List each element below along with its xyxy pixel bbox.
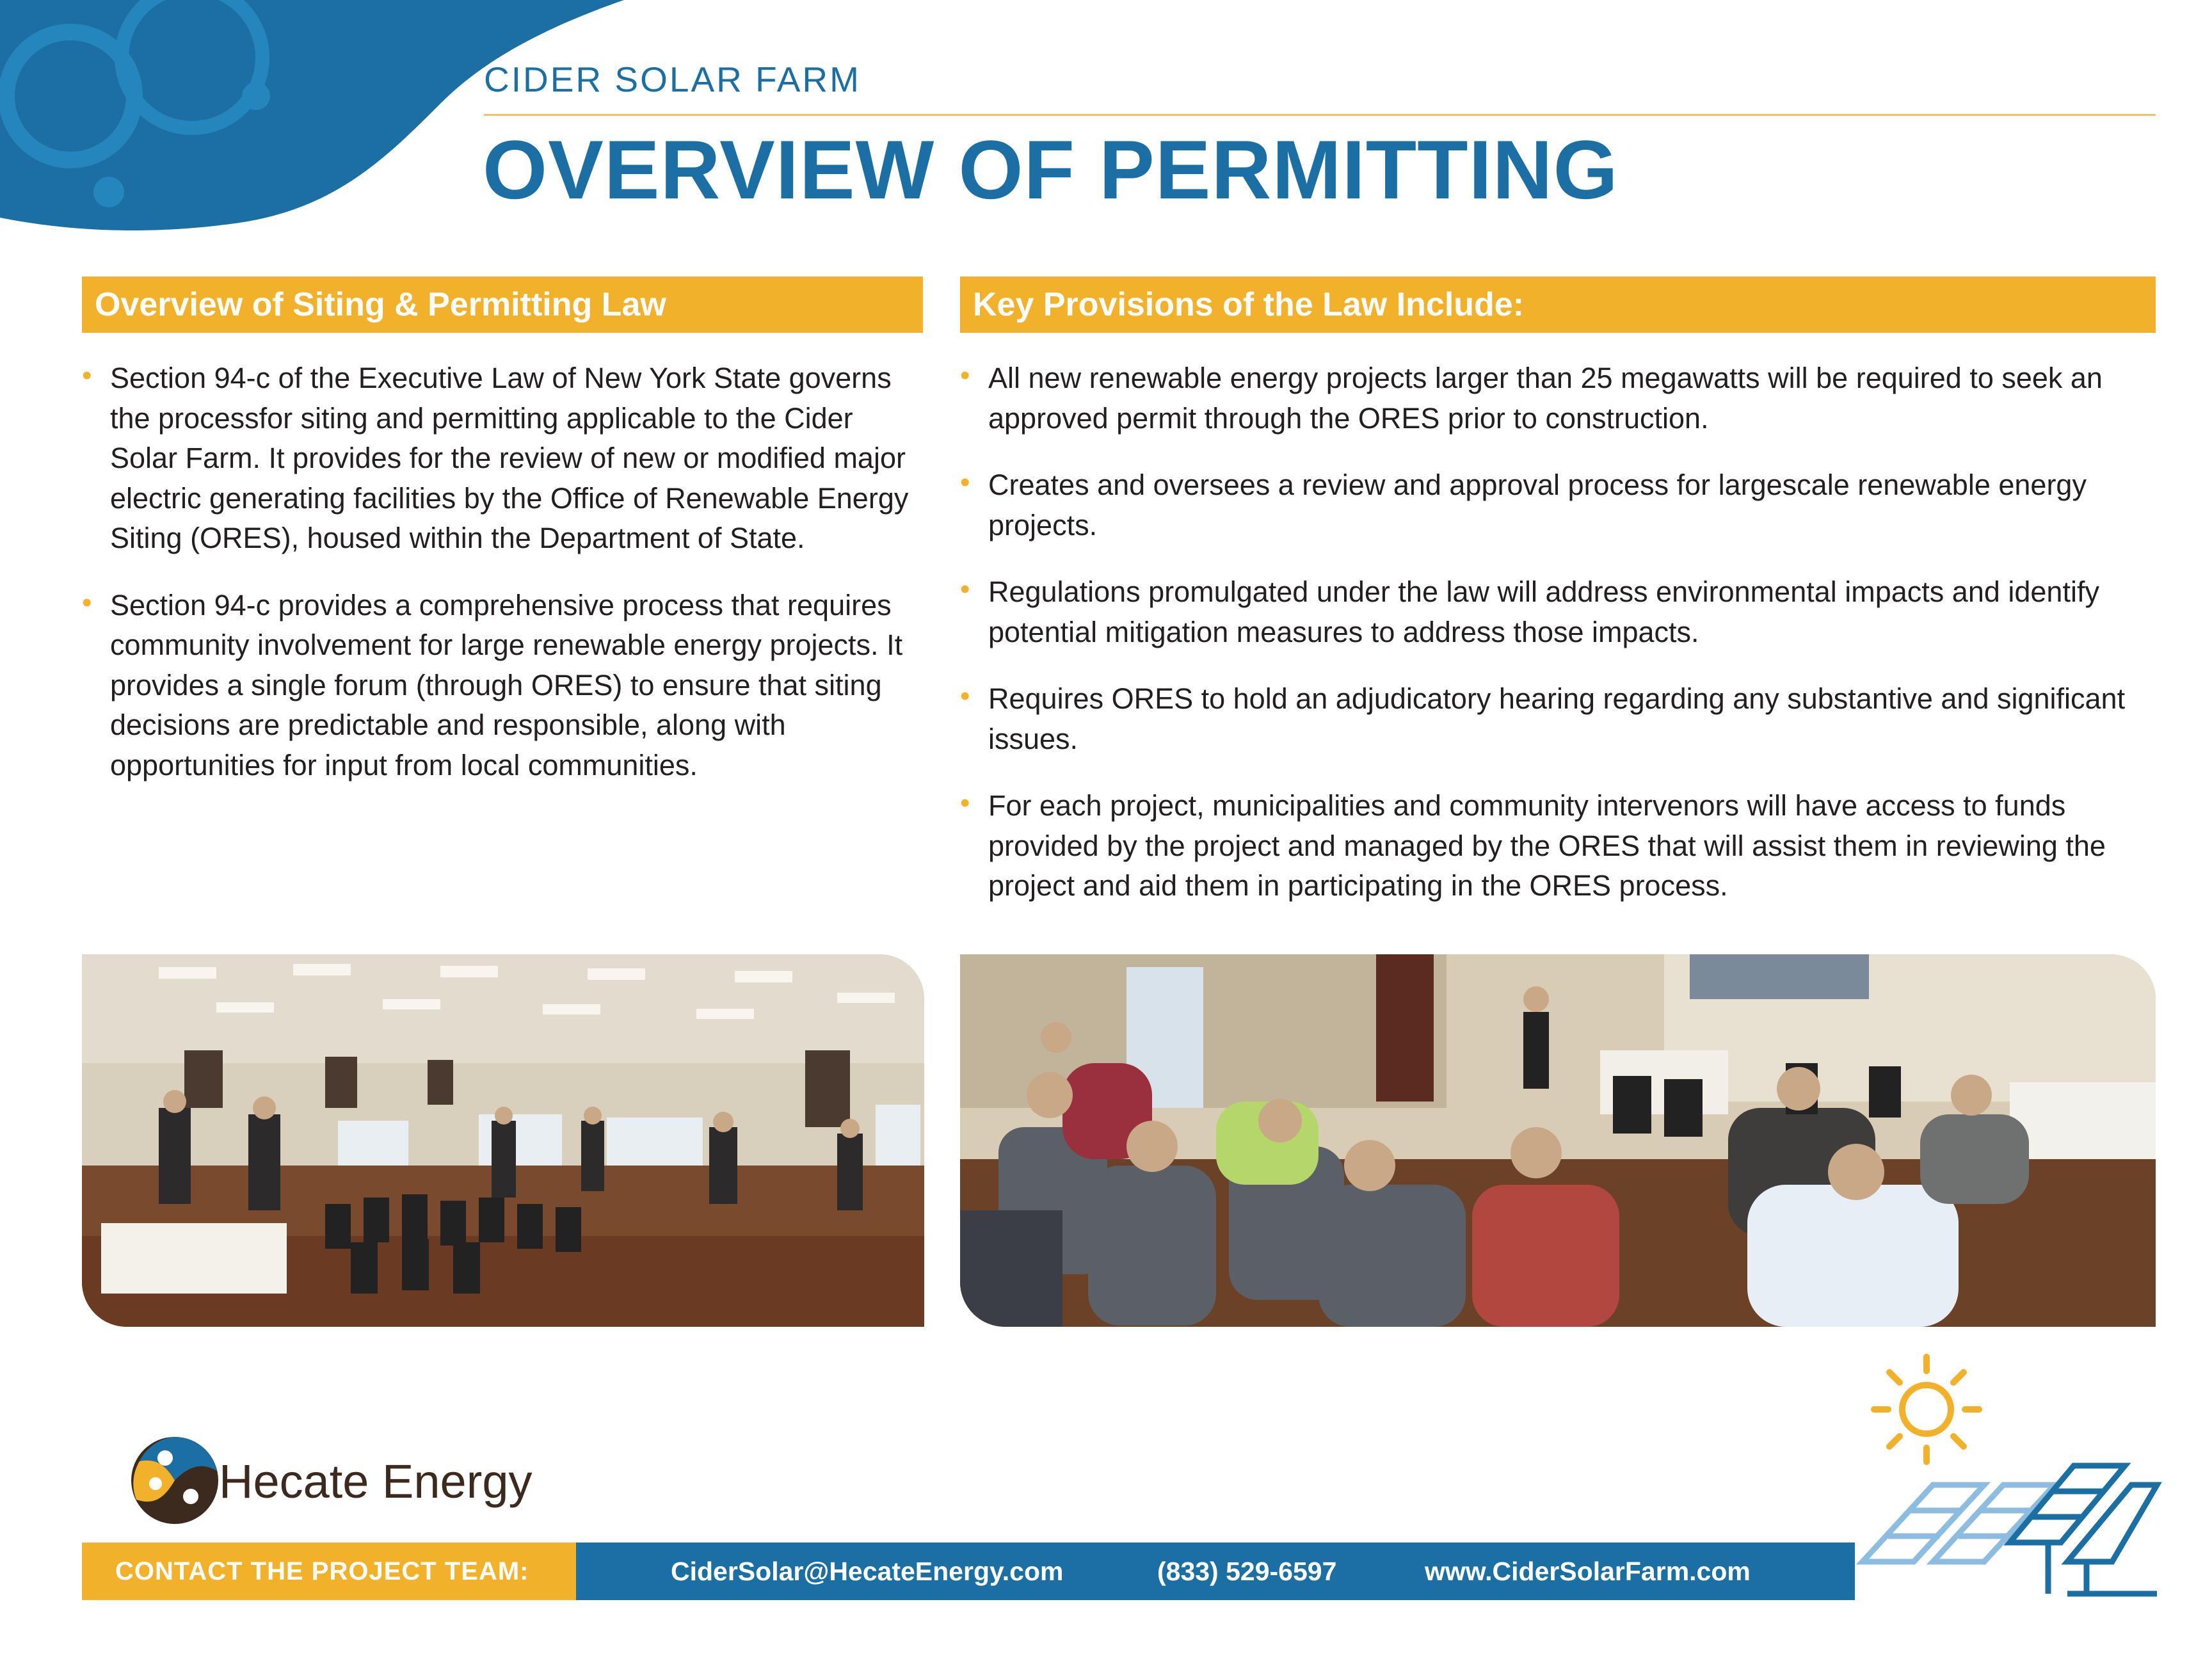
document-subtitle: CIDER SOLAR FARM	[484, 60, 861, 99]
list-item: • For each project, municipalities and community intervenors will have access to funds provided by the project and managed by the ORES that will assist them in reviewing the project and aid them in participating in the ORES process.	[960, 786, 2156, 906]
open-house-photo	[82, 954, 924, 1327]
public-meeting-photo	[960, 954, 2156, 1327]
contact-bar	[82, 1543, 1855, 1600]
contact-phone-link[interactable]: (833) 529-6597	[1157, 1557, 1337, 1586]
contact-label: CONTACT THE PROJECT TEAM:	[82, 1543, 576, 1600]
siting-law-list	[82, 358, 927, 812]
solar-panel-icon	[1856, 1350, 2163, 1607]
title-divider	[484, 114, 2156, 116]
list-item: • Regulations promulgated under the law will address environmental impacts and identify potential mitigation measures to address those impacts.	[960, 572, 2156, 652]
list-item: • Section 94-c provides a comprehensive process that requires community involvement for large renewable energy projects. It provides a single forum (through ORES) to ensure that siting decisions are predictable and responsible, along with opportunities for input from local communities.	[82, 586, 927, 786]
list-item: • Creates and oversees a review and approval process for largescale renewable energy projects.	[960, 465, 2156, 545]
brand-name: Hecate Energy	[219, 1455, 533, 1508]
page-title: OVERVIEW OF PERMITTING	[483, 123, 1619, 216]
list-item: • Requires ORES to hold an adjudicatory hearing regarding any substantive and significant issues.	[960, 679, 2156, 759]
siting-law-heading: Overview of Siting & Permitting Law	[82, 276, 923, 333]
key-provisions-heading: Key Provisions of the Law Include:	[960, 276, 2156, 333]
list-item: • Section 94-c of the Executive Law of New York State governs the processfor siting and permitting applicable to the Cider Solar Farm. It provides for the review of new or modified major electric generating facilities by the Office of Renewable Energy Siting (ORES), housed within the Department of State.	[82, 358, 927, 559]
contact-email-link[interactable]: CiderSolar@HecateEnergy.com	[671, 1557, 1064, 1586]
list-item: • All new renewable energy projects larger than 25 megawatts will be required to seek an approved permit through the ORES prior to construction.	[960, 358, 2156, 438]
contact-website-link[interactable]: www.CiderSolarFarm.com	[1425, 1557, 1751, 1586]
hecate-energy-logo	[127, 1432, 223, 1528]
key-provisions-list	[960, 358, 2156, 933]
